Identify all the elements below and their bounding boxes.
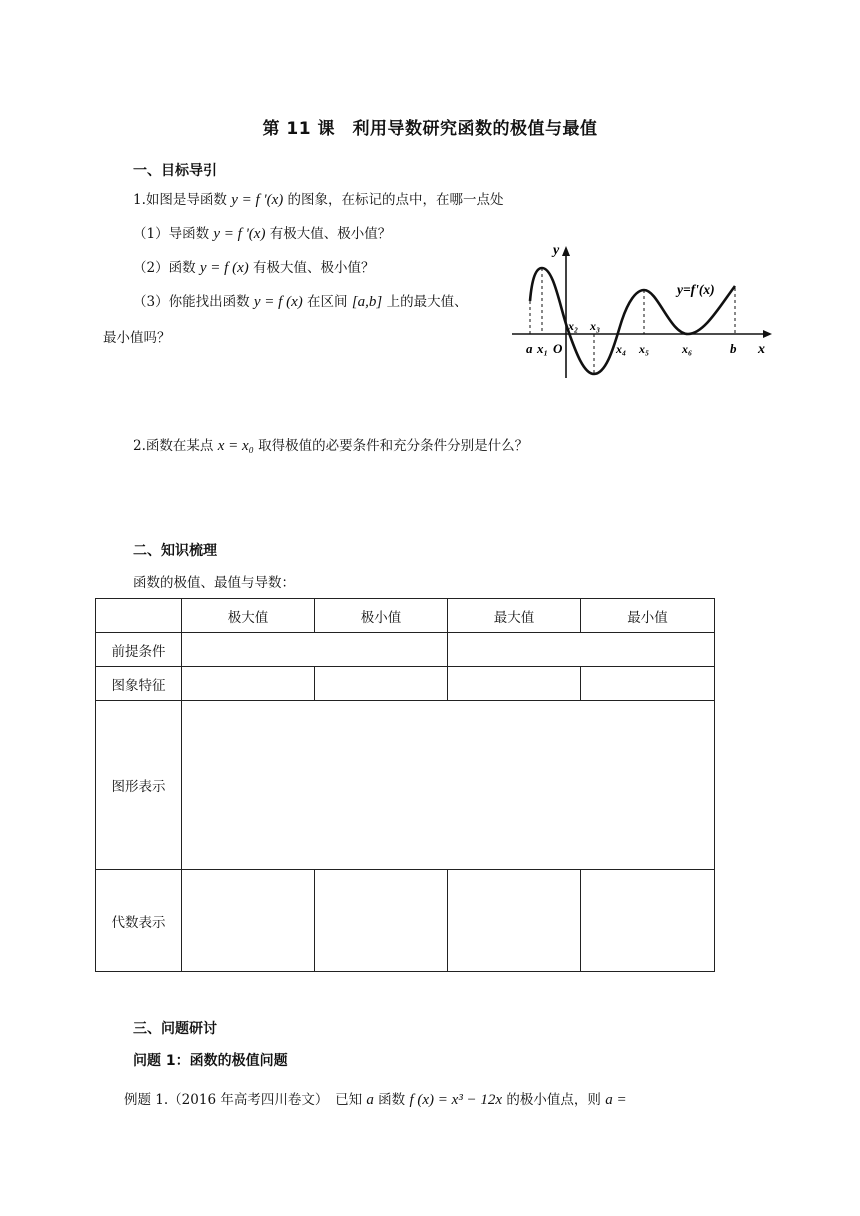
example-end: a =: [605, 1092, 627, 1108]
header-local-max: 极大值: [182, 599, 315, 633]
s1-suffix: 有极大值、极小值？: [269, 226, 392, 242]
table-intro: 函数的极值、最值与导数：: [133, 575, 295, 591]
table-corner-cell: [96, 599, 182, 633]
point-x3: x₃: [590, 319, 601, 333]
y-axis-arrow: [562, 246, 570, 256]
table-row: [96, 701, 715, 870]
cell-preconditions-extrema: [182, 633, 448, 667]
s2-prefix: （2）函数: [133, 260, 196, 276]
derivative-graph: [506, 238, 776, 383]
row-label-graph-features: 图象特征: [96, 667, 182, 701]
table-header-row: [96, 599, 715, 633]
summary-table: [95, 598, 715, 972]
cell-preconditions-maxmin: [448, 633, 715, 667]
cell-empty: [182, 667, 315, 701]
s3-formula: y = f (x): [253, 294, 303, 310]
graph-y-label: y: [553, 243, 560, 258]
example-a: a: [366, 1092, 374, 1108]
point-x6: x₆: [682, 342, 693, 356]
cell-empty: [315, 667, 448, 701]
s3-interval: [a,b]: [351, 294, 383, 310]
q2-prefix: 2.函数在某点: [133, 438, 214, 454]
point-x2: x₂: [568, 319, 579, 333]
table-row: [96, 870, 715, 972]
header-global-min: 最小值: [581, 599, 715, 633]
example-formula: f (x) = x³ − 12x: [409, 1092, 503, 1108]
s2-suffix: 有极大值、极小值？: [253, 260, 375, 276]
subquestion-1: [133, 222, 391, 243]
cell-empty: [448, 667, 581, 701]
s1-formula: y = f '(x): [213, 226, 266, 242]
cell-empty: [581, 667, 715, 701]
question-2: [133, 434, 528, 455]
point-o: O: [553, 341, 563, 356]
q1-formula: y = f '(x): [231, 192, 284, 208]
q2-suffix: 取得极值的必要条件和充分条件分别是什么？: [258, 438, 529, 454]
section-heading-1: 一、目标导引: [133, 163, 217, 179]
point-x5: x₅: [639, 342, 650, 356]
point-b: b: [730, 341, 737, 356]
question-1: [133, 188, 504, 209]
q1-suffix: 的图象，在标记的点中，在哪一点处: [287, 192, 504, 208]
example-prefix: 例题 1.（2016 年高考四川卷文） 已知: [124, 1092, 363, 1108]
point-x1: x₁: [537, 341, 549, 356]
row-label-graphical: 图形表示: [96, 701, 182, 870]
row-label-preconditions: 前提条件: [96, 633, 182, 667]
section-heading-2: 二、知识梳理: [133, 543, 217, 559]
cell-empty: [448, 870, 581, 972]
q1-prefix: 1.如图是导函数: [133, 192, 227, 208]
cell-empty: [182, 870, 315, 972]
graph-curve-label: y=f'(x): [677, 282, 715, 297]
subquestion-3: [133, 290, 468, 311]
problem-1-heading: 问题 1：函数的极值问题: [133, 1053, 288, 1069]
s2-formula: y = f (x): [199, 260, 249, 276]
cell-empty: [581, 870, 715, 972]
cell-graphical: [182, 701, 715, 870]
point-x4: x₄: [616, 342, 627, 356]
page-title: 第 11 课 利用导数研究函数的极值与最值: [262, 119, 598, 139]
s3-prefix: （3）你能找出函数: [133, 294, 250, 310]
example-mid: 函数: [378, 1092, 406, 1108]
section-heading-3: 三、问题研讨: [133, 1021, 217, 1037]
header-local-min: 极小值: [315, 599, 448, 633]
example-1: [124, 1088, 627, 1109]
point-a: a: [526, 341, 533, 356]
s3-suffix: 上的最大值、: [386, 294, 468, 310]
subquestion-2: [133, 256, 375, 277]
s3-mid: 在区间: [307, 294, 348, 310]
x-axis-arrow: [763, 330, 772, 338]
cell-empty: [315, 870, 448, 972]
table-row: [96, 667, 715, 701]
subquestion-3-continued: 最小值吗？: [103, 330, 171, 346]
q2-formula: x = x₀: [217, 438, 254, 454]
example-suffix: 的极小值点，则: [506, 1092, 601, 1108]
graph-x-label: x: [758, 342, 765, 357]
s1-prefix: （1）导函数: [133, 226, 210, 242]
row-label-algebraic: 代数表示: [96, 870, 182, 972]
table-row: [96, 633, 715, 667]
header-global-max: 最大值: [448, 599, 581, 633]
